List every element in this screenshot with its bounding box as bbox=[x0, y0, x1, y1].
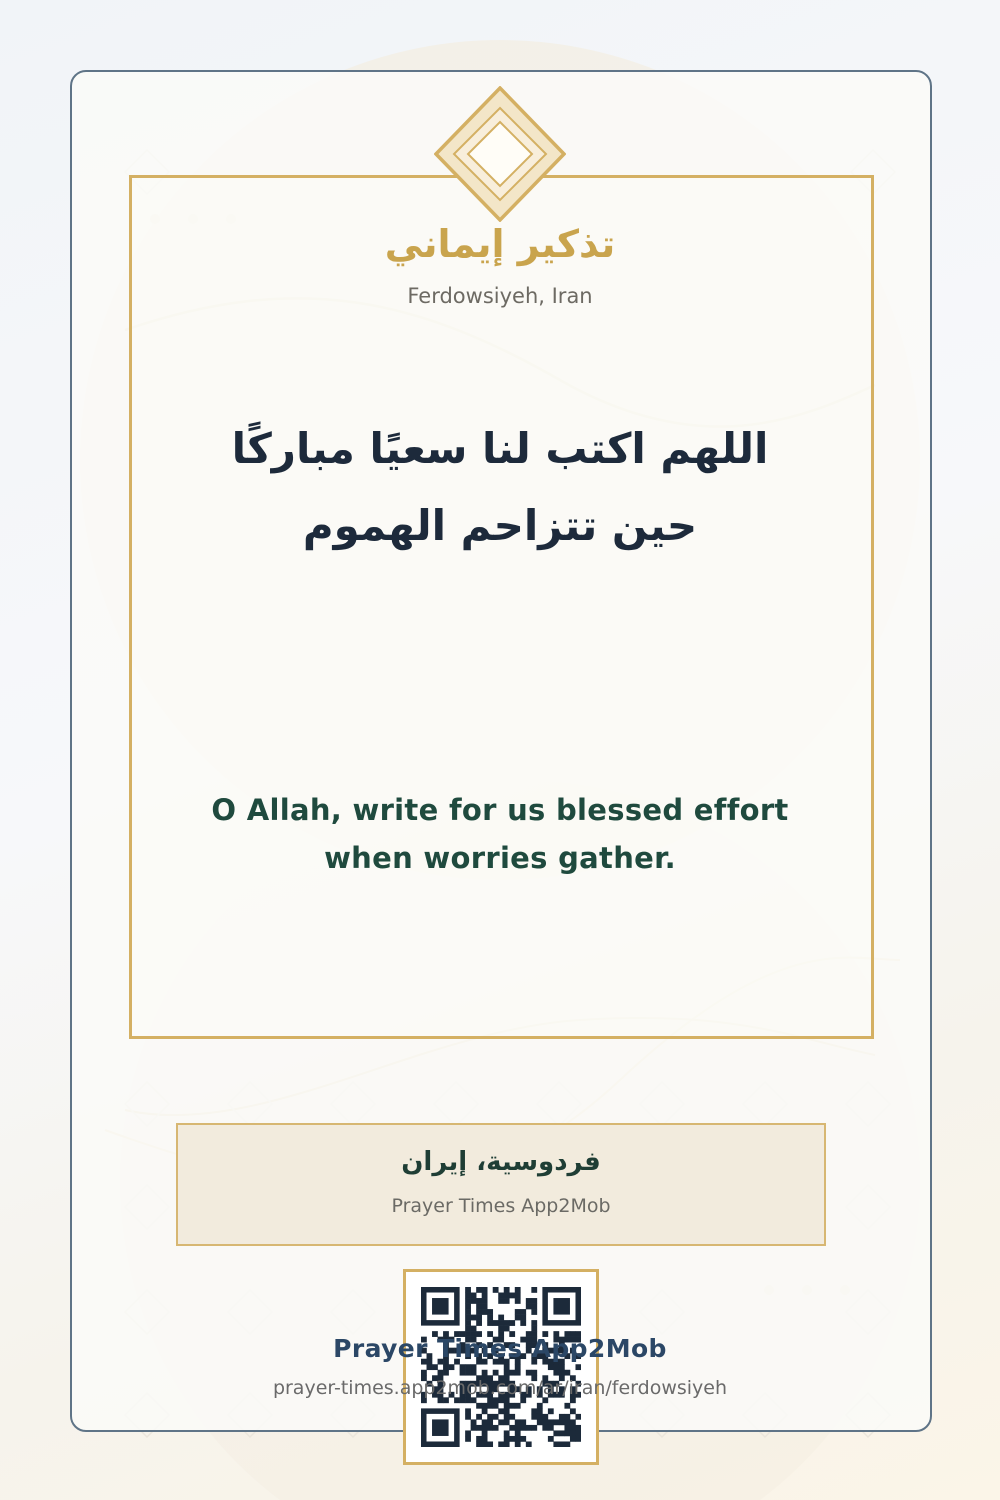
qr-code[interactable] bbox=[403, 1269, 599, 1465]
brand-name: Prayer Times App2Mob bbox=[333, 1334, 667, 1363]
verse-english: O Allah, write for us blessed effort when worries gather. bbox=[211, 793, 789, 875]
website-link[interactable]: prayer-times.app2mob.com/ar/iran/ferdowsiyeh bbox=[272, 1377, 728, 1399]
verse-arabic: اللهم اكتب لنا سعيًا مباركًا حين تتزاحم الهموم bbox=[231, 424, 769, 550]
diamond-emblem-icon bbox=[434, 86, 566, 222]
location-subtitle: Ferdowsiyeh, Iran bbox=[407, 284, 593, 308]
location-box bbox=[176, 1123, 826, 1246]
qr-code-icon bbox=[421, 1287, 581, 1447]
page-title: تذكير إيماني bbox=[384, 222, 616, 266]
app-name-label: Prayer Times App2Mob bbox=[391, 1195, 611, 1217]
location-name-arabic: فردوسية، إيران bbox=[401, 1147, 601, 1177]
